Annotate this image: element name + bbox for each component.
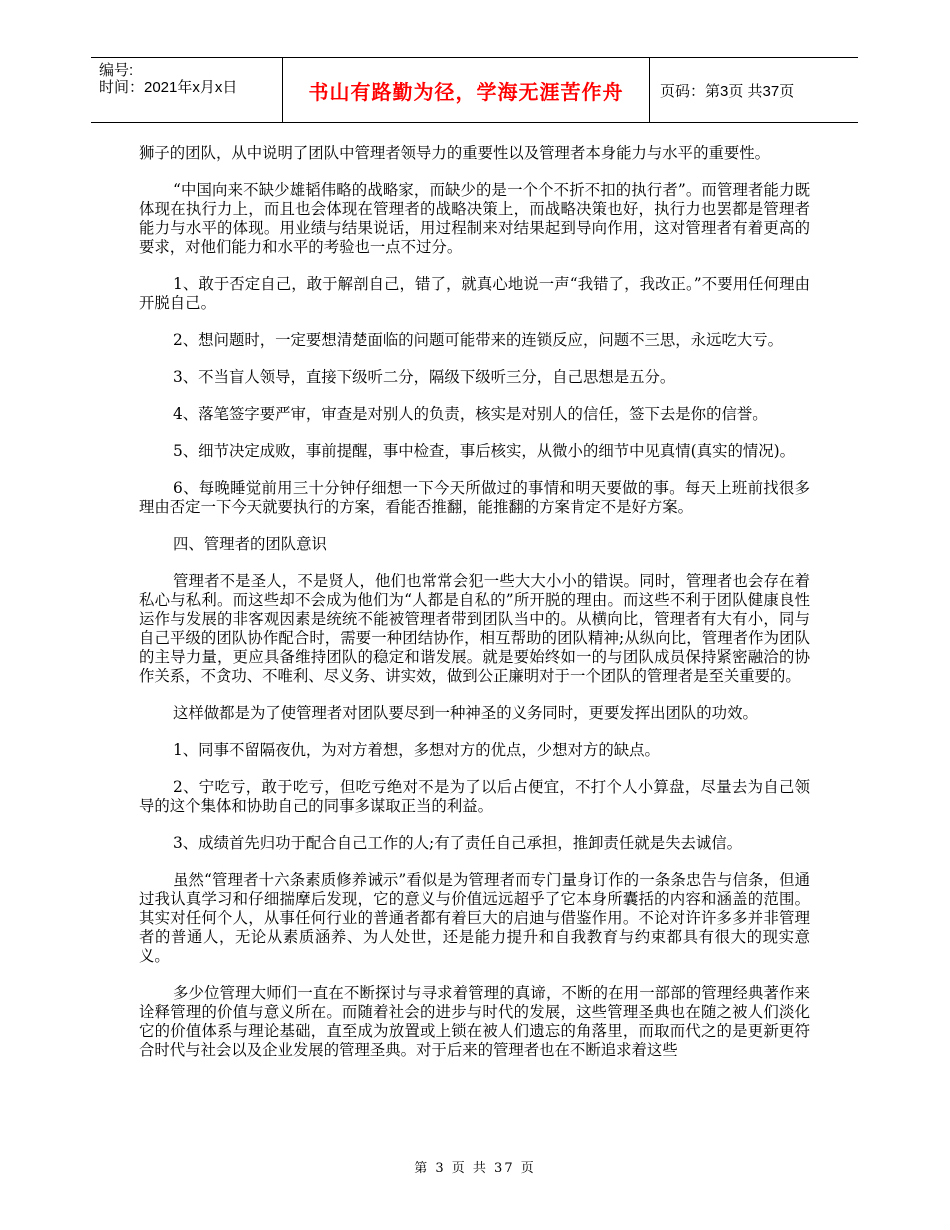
- list-item: 2、宁吃亏，敢于吃亏，但吃亏绝对不是为了以后占便宜，不打个人小算盘，尽量去为自己领导的这个集体和协助自己的同事多谋取正当的利益。: [139, 778, 810, 815]
- paragraph: 虽然“管理者十六条素质修养诫示”看似是为管理者而专门量身订作的一条条忠告与信条，但通过我认真学习和仔细揣摩后发现，它的意义与价值远远超乎了它本身所囊括的内容和涵盖的范围。其实对任何个人，从事任何行业的普通者都有着巨大的启迪与借鉴作用。不论对许许多多并非管理者的普通人，无论从素质涵养、为人处世，还是能力提升和自我教育与约束都具有很大的现实意义。: [139, 871, 810, 965]
- paragraph: “中国向来不缺少雄韬伟略的战略家，而缺少的是一个个不折不扣的执行者”。而管理者能力既体现在执行力上，而且也会体现在管理者的战略决策上，而战略决策也好，执行力也罢都是管理者能力与水平的体现。用业绩与结果说话，用过程制来对结果起到导向作用，这对管理者有着更高的要求，对他们能力和水平的考验也一点不过分。: [139, 181, 810, 256]
- list-item: 4、落笔签字要严审，审查是对别人的负责，核实是对别人的信任，签下去是你的信誉。: [173, 405, 768, 423]
- list-item: 6、每晚睡觉前用三十分钟仔细想一下今天所做过的事情和明天要做的事。每天上班前找很多理由否定一下今天就要执行的方案，看能否推翻，能推翻的方案肯定不是好方案。: [139, 479, 810, 516]
- list-item: 3、不当盲人领导，直接下级听二分，隔级下级听三分，自己思想是五分。: [173, 368, 676, 386]
- paragraph: 管理者不是圣人，不是贤人，他们也常常会犯一些大大小小的错误。同时，管理者也会存在着私心与私利。而这些却不会成为他们为“人都是自私的”所开脱的理由。而这些不利于团队健康良性运作与发展的非客观因素是统统不能被管理者带到团队当中的。从横向比，管理者有大有小，同与自己平级的团队协作配合时，需要一种团结协作，相互帮助的团队精神;从纵向比，管理者作为团队的主导力量，更应具备维持团队的稳定和谐发展。就是要始终如一的与团队成员保持紧密融洽的协作关系，不贪功、不唯利、尽义务、讲实效，做到公正廉明对于一个团队的管理者是至关重要的。: [139, 572, 810, 685]
- page-footer: 第 3 页 共 37 页: [414, 1161, 536, 1176]
- header-motto: 书山有路勤为径，学海无涯苦作舟: [283, 58, 650, 122]
- document-body: [139, 144, 810, 1078]
- header-meta: [91, 58, 283, 122]
- paragraph: 这样做都是为了使管理者对团队要尽到一种神圣的义务同时，更要发挥出团队的功效。: [173, 704, 758, 722]
- header-page-number: 页码：第3页 共37页: [660, 82, 795, 100]
- document-number-label: 编号:: [99, 62, 134, 79]
- list-item: 3、成绩首先归功于配合自己工作的人;有了责任自己承担，推卸责任就是失去诚信。: [173, 834, 743, 852]
- list-item: 2、想问题时，一定要想清楚面临的问题可能带来的连锁反应，问题不三思，永远吃大亏。: [173, 331, 784, 349]
- section-heading: 四、管理者的团队意识: [173, 535, 327, 553]
- list-item: 5、细节决定成败，事前提醒，事中检查，事后核实，从微小的细节中见真情(真实的情况)。: [173, 442, 796, 460]
- paragraph: 狮子的团队，从中说明了团队中管理者领导力的重要性以及管理者本身能力与水平的重要性。: [139, 144, 771, 162]
- list-item: 1、敢于否定自己，敢于解剖自己，错了，就真心地说一声“我错了，我改正。”不要用任何理由开脱自己。: [139, 275, 810, 312]
- document-time-label: 时间：2021年x月x日: [99, 79, 238, 96]
- page-header: [91, 57, 858, 123]
- paragraph: 多少位管理大师们一直在不断探讨与寻求着管理的真谛，不断的在用一部部的管理经典著作来诠释管理的价值与意义所在。而随着社会的进步与时代的发展，这些管理圣典也在随之被人们淡化它的价值体系与理论基础，直至成为放置或上锁在被人们遗忘的角落里，而取而代之的是更新更符合时代与社会以及企业发展的管理圣典。对于后来的管理者也在不断追求着这些: [139, 984, 810, 1059]
- list-item: 1、同事不留隔夜仇，为对方着想，多想对方的优点，少想对方的缺点。: [173, 741, 660, 759]
